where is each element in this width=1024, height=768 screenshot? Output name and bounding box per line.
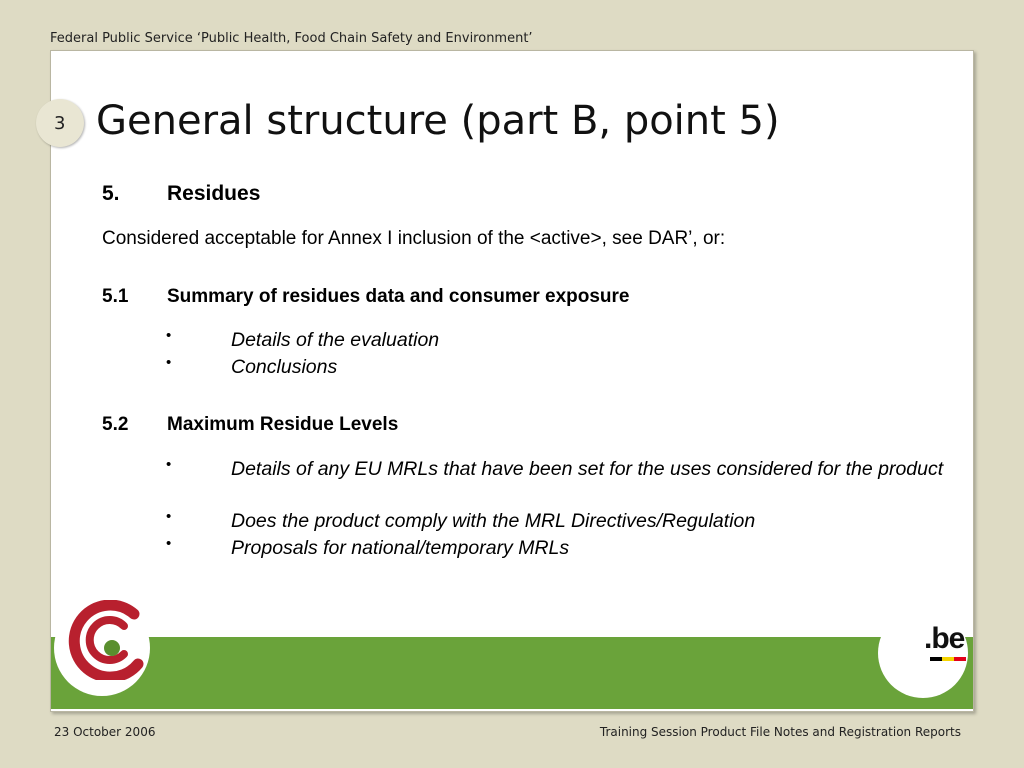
slide-title: General structure (part B, point 5) <box>96 98 780 144</box>
subsection-number: 5.2 <box>102 414 129 435</box>
list-item-text: Details of any EU MRLs that have been set for the uses considered for the product <box>231 458 944 480</box>
footer-session-title: Training Session Product File Notes and Registration Reports <box>599 725 961 739</box>
section-title: Residues <box>167 182 261 205</box>
bullet-icon: • <box>166 354 172 371</box>
belgian-flag-icon <box>930 657 966 661</box>
subsection-number: 5.1 <box>102 286 129 307</box>
section-number: 5. <box>102 182 120 205</box>
page-number-badge <box>36 99 84 147</box>
fps-health-logo-icon <box>64 600 150 680</box>
subsection-title: Summary of residues data and consumer exposure <box>167 286 630 307</box>
bullet-icon: • <box>166 327 172 344</box>
intro-text: Considered acceptable for Annex I inclusion of the <active>, see DAR’, or: <box>102 228 726 249</box>
bullet-icon: • <box>166 535 172 552</box>
organization-header: Federal Public Service ‘Public Health, Food Chain Safety and Environment’ <box>50 31 533 46</box>
list-item-text: Proposals for national/temporary MRLs <box>231 537 570 559</box>
subsection-title: Maximum Residue Levels <box>167 414 399 435</box>
green-band <box>51 637 973 709</box>
footer-date: 23 October 2006 <box>54 725 156 739</box>
slide-panel <box>50 50 974 712</box>
bullet-icon: • <box>166 508 172 525</box>
bullet-icon: • <box>166 456 172 473</box>
page-number: 3 <box>54 113 66 134</box>
list-item-text: Conclusions <box>231 356 338 378</box>
be-logo: .be <box>924 622 965 655</box>
list-item-text: Details of the evaluation <box>231 329 440 351</box>
list-item-text: Does the product comply with the MRL Directives/Regulation <box>231 510 756 532</box>
